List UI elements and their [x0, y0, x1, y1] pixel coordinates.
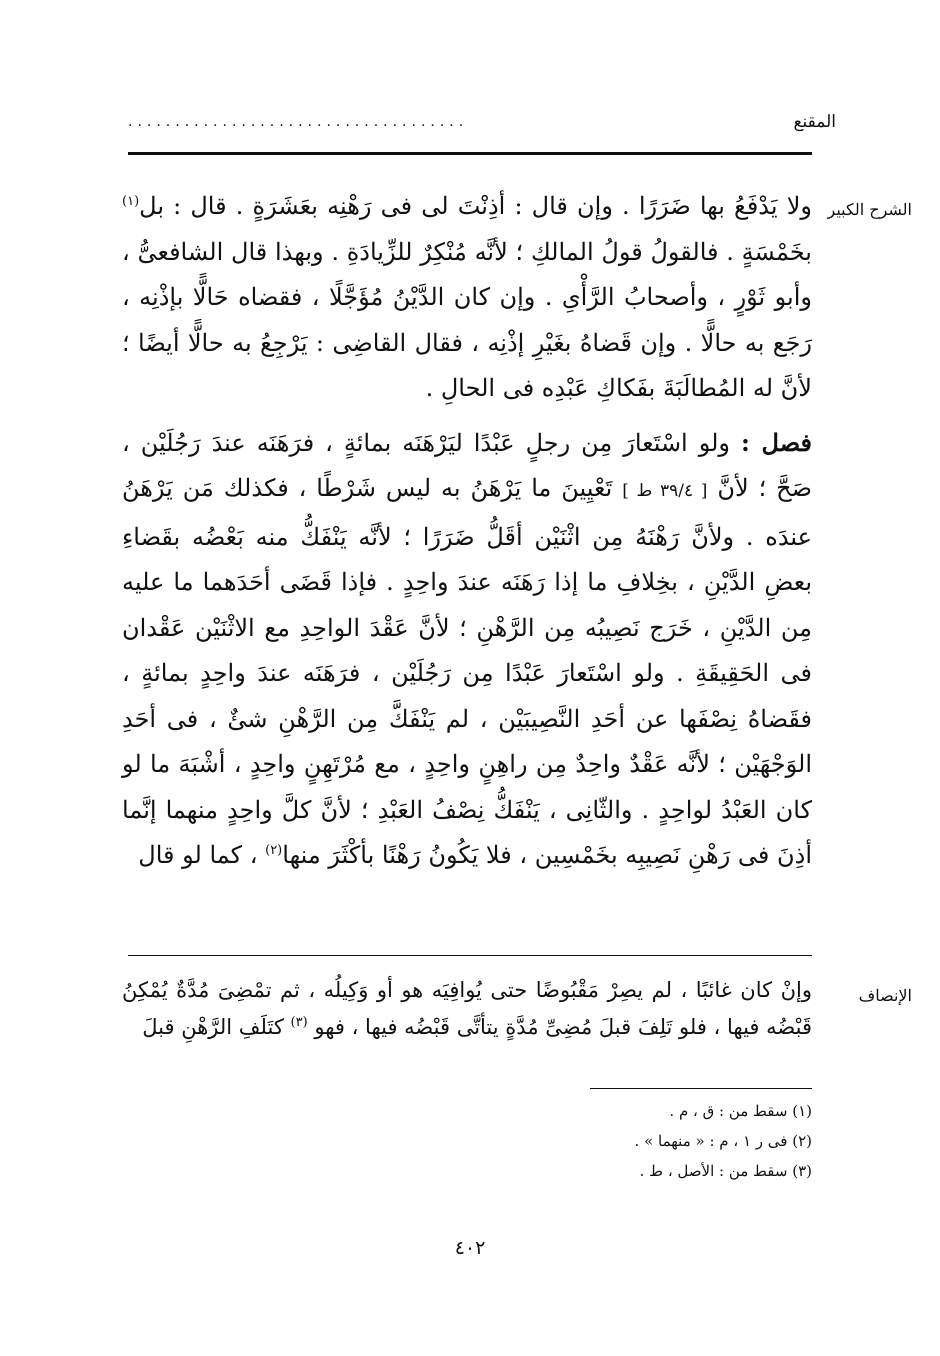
para1-rest: بخَمْسَةٍ . فالقولُ قولُ المالكِ ؛ لأنَّه مُنْكِرٌ للزِّيادَةِ . وبهذا قال الشافعىُّ ، وأبو ثَوْرٍ ، وأصحابُ الرَّأْىِ . وإن كان الدَّيْنُ مُؤَجَّلًا ، فقضاه حَالًّا بإذْنِه ، رَجَع به حالًّا . وإن قَضاهُ بغَيْرِ إذْنِه ، فقال القاضِى : يَرْجِعُ به حالًّا أيضًا ؛ لأنَّ له المُطالَبَةَ بفَكاكِ عَبْدِه فى الحالِ .: [122, 237, 812, 402]
insaf-paragraph: [122, 972, 812, 1046]
header-leader-dots: ....................................: [128, 114, 469, 128]
main-text: [122, 184, 812, 879]
insaf-text-a: وإنْ كان غائبًا ، لم يصِرْ مَقْبُوضًا حتى يُوافِيَه هو أو وَكِيلُه ، ثم تمْضِىَ مُدَّةٌ يُمْكِنُ قَبْضُه فيها ، فلو تَلِفَ قبلَ مُضِىِّ مُدَّةٍ يتأتَّى قَبْضُه فيها ، فهو: [122, 978, 812, 1039]
footnote-rule: [590, 1088, 812, 1089]
side-label-insaf: الإنصاف: [858, 986, 912, 1005]
para2-text-b: تَعْيِينَ ما يَرْهَنُ به ليس شَرْطًا ، فكذلك مَن يَرْهَنُ عندَه . ولأنَّ رَهْنَهُ مِن اثْنَيْن أقَلُّ ضَرَرًا ؛ لأنَّه يَنْفَكُّ منه بَعْضُه بقَضاءِ بعضِ الدَّيْنِ ، بخِلافِ ما إذا رَهَنَه عندَ واحِدٍ . فإذا قَضَى أحَدَهما ما عليه مِن الدَّيْنِ ، خَرَج نَصِيبُه مِن الرَّهْنِ ؛ لأنَّ عَقْدَ الواحِدِ مع الاثْنَيْن عَقْدان فى الحَقِيقَةِ . ولو اسْتَعارَ عَبْدًا مِن رَجُلَيْن ، فرَهَنَه عندَ واحِدٍ بمائةٍ ، فقَضاهُ نِصْفَها عن أحَدِ النَّصِيبَيْن ، لم يَنْفَكَّ مِن الرَّهْنِ شئٌ ، فى أحَدِ الوَجْهَيْن ؛ لأنَّه عَقْدٌ واحِدٌ مِن راهِنٍ واحِدٍ ، مع مُرْتَهِنٍ واحِدٍ ، أشْبَهَ ما لو كان العَبْدُ لواحِدٍ . والثّانِى ، يَنْفَكُّ نِصْفُ العَبْدِ ؛ لأنَّ كلَّ واحِدٍ منهما إنَّما أذِنَ فى رَهْنِ نَصِيبِه بخَمْسِين ، فلا يَكُونُ رَهْنًا بأكْثَرَ منها: [122, 474, 812, 869]
footnotes: [635, 1096, 812, 1186]
side-label-sharh: الشرح الكبير: [827, 200, 912, 219]
paragraph-2: [122, 420, 812, 879]
header-book-title: المقنع: [793, 112, 836, 132]
page-number: ٤٠٢: [454, 1237, 486, 1259]
fasl-heading: فصل :: [740, 427, 812, 457]
paragraph-1: [122, 184, 812, 412]
para1-line1: ولا يَدْفَعُ بها ضَرَرًا . وإن قال : أذِنْتَ لى فى رَهْنِه بعَشَرَةٍ . قال : بل: [139, 192, 812, 220]
footnote-1: (١) سقط من : ق ، م .: [669, 1102, 812, 1120]
footnote-2: (٢) فى ر ١ ، م : « منهما » .: [634, 1132, 812, 1150]
footnote-3: (٣) سقط من : الأصل ، ط .: [639, 1162, 812, 1180]
insaf-text: [122, 972, 812, 1046]
insaf-text-b: كتَلَفِ الرَّهْنِ قبلَ: [142, 1015, 284, 1039]
header-rule: [128, 152, 812, 155]
section-divider: [128, 955, 812, 956]
para2-text-c: ، كما لو قال: [138, 841, 258, 869]
para2-text-a: ولو اسْتَعارَ مِن رجلٍ عَبْدًا ليَرْهَنَه بمائةٍ ، فرَهَنَه عندَ رَجُلَيْن ، صَحَّ ؛ لأنَّ: [122, 428, 812, 502]
footnote-marker-3: (٣): [290, 1015, 308, 1030]
edition-page-ref: [ ٣٩/٤ ط ]: [622, 481, 708, 501]
footnote-marker-1: (١): [122, 194, 140, 209]
footnote-marker-2: (٢): [265, 843, 283, 858]
